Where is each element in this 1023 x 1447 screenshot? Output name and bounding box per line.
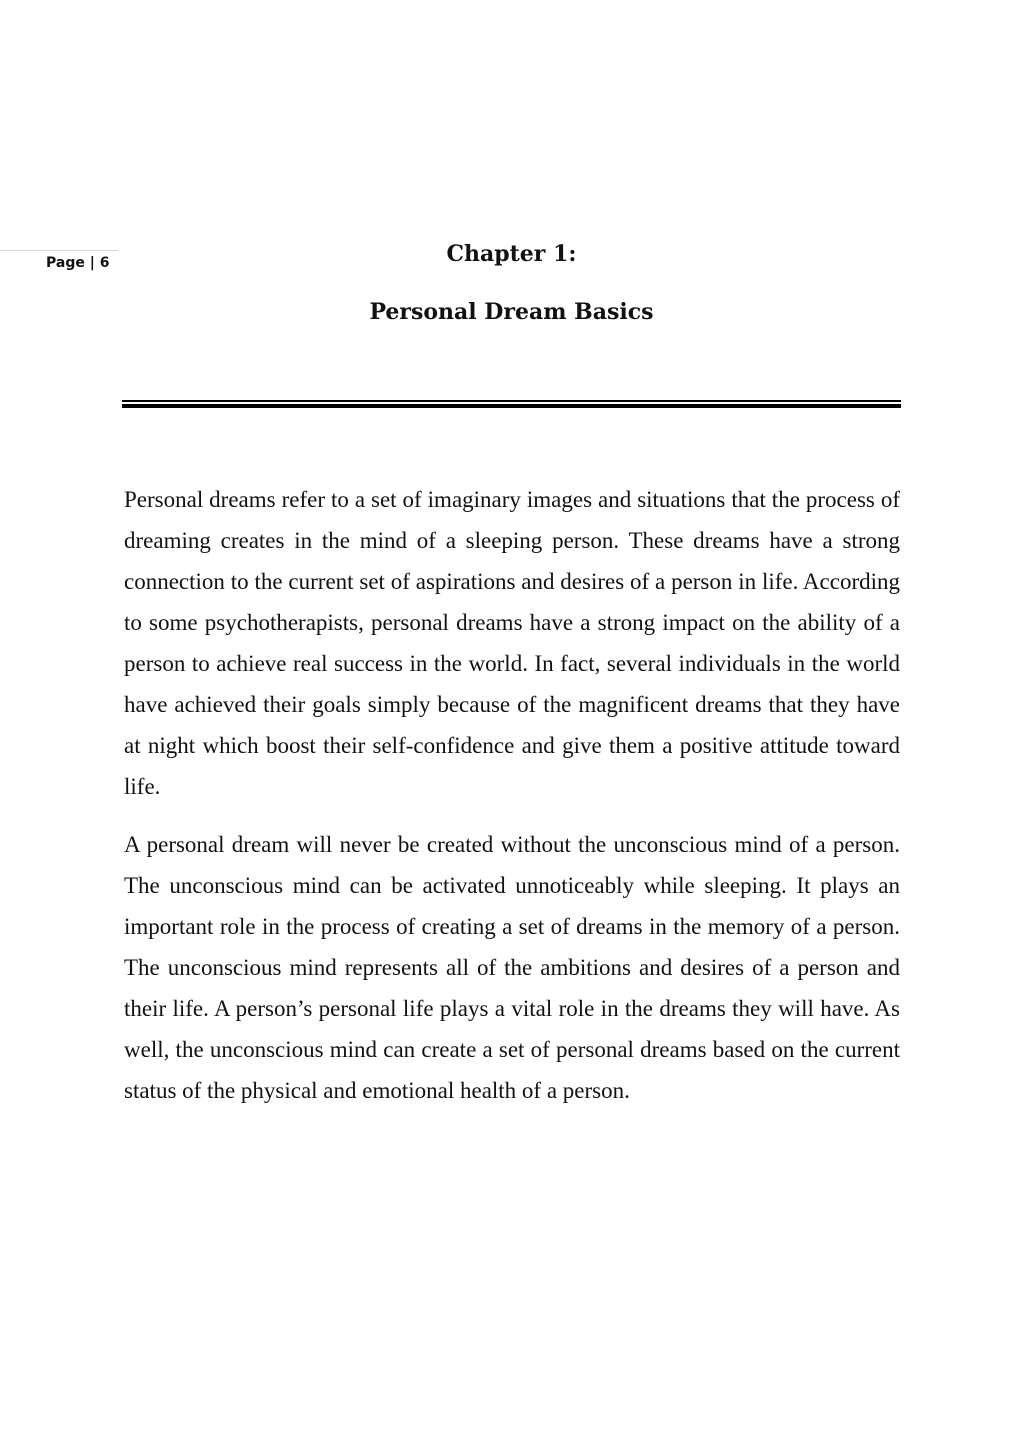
body-paragraph-1: Personal dreams refer to a set of imaginary images and situations that the process of dreaming creates in the mind of a sleeping person. These dreams have a strong connection to the current set of aspirations and desires of a person in life. According to some psychotherapists, personal dreams have a strong impact on the ability of a person to achieve real success in the world. In fact, several individuals in the world have achieved their goals simply because of the magnificent dreams that they have at night which boost their self-confidence and give them a positive attitude toward life. <box>124 487 900 799</box>
body-paragraph-2: A personal dream will never be created without the unconscious mind of a person. The unconscious mind can be activated unnoticeably while sleeping. It plays an important role in the process of creating a set of dreams in the memory of a person. The unconscious mind represents all of the ambitions and desires of a person and their life. A person’s personal life plays a vital role in the dreams they will have. As well, the unconscious mind can create a set of personal dreams based on the current status of the physical and emotional health of a person. <box>124 832 900 1103</box>
page-number: Page | 6 <box>46 255 110 271</box>
chapter-body <box>124 479 900 1128</box>
chapter-title: Personal Dream Basics <box>369 299 654 325</box>
chapter-label: Chapter 1: <box>446 241 577 267</box>
divider-line-bottom <box>122 404 901 408</box>
chapter-divider <box>122 400 901 408</box>
